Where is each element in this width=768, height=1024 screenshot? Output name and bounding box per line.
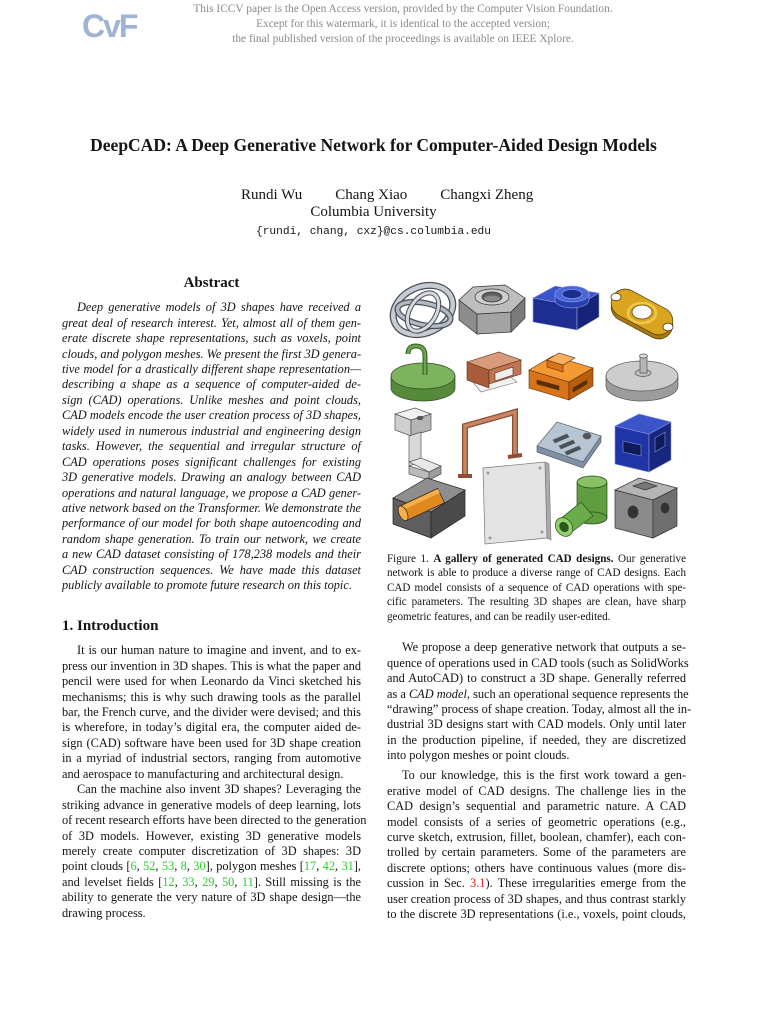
section-heading-introduction: 1. Introduction xyxy=(62,618,159,634)
text-line: mechanisms; this is why such drawing tools as the parallel xyxy=(62,689,361,704)
text-line: and aerospace to manufacturing and architectural design. xyxy=(62,766,344,781)
green-cylinder-with-pipe-model-part xyxy=(577,476,607,488)
blue-block-with-boss-model xyxy=(533,286,599,330)
gray-block-with-orange-cylinder-model xyxy=(393,478,465,538)
text-line: network is able to produce a diverse range of CAD designs. Each xyxy=(387,567,686,580)
text-line: We propose a deep generative network that outputs a se- xyxy=(402,640,686,655)
blue-block-with-boss-model-part xyxy=(562,290,582,299)
text-line: CAD models encode the user creation process of 3D shapes, xyxy=(62,408,361,423)
citation-link[interactable]: 42 xyxy=(322,859,335,874)
orange-machined-part-model xyxy=(529,353,593,400)
text-line: CAD operations poses significant challenges for existing xyxy=(62,454,361,469)
text-line: 3D generative models. Drawing an analogy between CAD xyxy=(62,470,361,485)
text-line xyxy=(387,876,686,891)
gyroscope-rings-model-part xyxy=(395,298,452,331)
text-line: describing a shape as a sequence of computer-aided de- xyxy=(62,377,361,392)
text-run: ). These irregularities emerge from the xyxy=(485,876,686,891)
gold-flange-model-part xyxy=(632,305,652,319)
text-line: in a myriad of industrial sectors, ranging from automotive xyxy=(62,751,361,766)
gyroscope-rings-model xyxy=(387,276,461,344)
text-line: “drawing” process of shape creation. Today, almost all the in- xyxy=(387,702,692,717)
bold-text: A gallery of generated CAD designs. xyxy=(433,552,614,565)
square-plate-model xyxy=(483,462,551,544)
intro-paragraph-1 xyxy=(62,643,361,782)
text-run: Our generative xyxy=(613,552,686,565)
text-run: , xyxy=(174,859,181,874)
copper-u-bar-model-part xyxy=(508,455,522,457)
text-line: ative network based on the Transformer. We demonstrate the xyxy=(62,500,361,515)
text-line: cific parameters. The resulting 3D shapes are clean, have sharp xyxy=(387,596,686,609)
text-line: of recent research efforts have been directed to the generation xyxy=(62,813,367,828)
text-line xyxy=(387,686,689,702)
author-affiliation: Columbia University xyxy=(310,204,437,220)
text-line: striking advance in generative models of deep learning, lots xyxy=(62,797,361,812)
gold-flange-model xyxy=(606,284,677,344)
citation-link[interactable]: 50 xyxy=(222,874,235,889)
text-line: press our invention in 3D shapes. This is what the paper and xyxy=(62,658,361,673)
section-ref-link[interactable]: 3.1 xyxy=(470,876,486,891)
gray-disc-with-knob-model xyxy=(606,354,678,401)
text-run: , such an operational sequence represents the xyxy=(466,686,689,701)
hex-nut-model-part xyxy=(484,296,500,302)
text-line: widely used in numerous industrial and engineering design xyxy=(62,423,361,438)
text-line: erative model of CAD designs. The challenge lies in the xyxy=(387,783,686,798)
green-cylinder-with-pipe-model xyxy=(552,476,607,540)
text-line: geometric features, and can be readily user-edited. xyxy=(387,610,611,623)
gray-disc-with-knob-model-part xyxy=(640,356,647,373)
gray-block-with-holes-model-part xyxy=(661,503,669,513)
text-run: and levelset fields [ xyxy=(62,874,163,889)
square-plate-model-part xyxy=(489,537,492,540)
square-plate-model-part xyxy=(487,472,490,475)
text-line: and AutoCAD) to construct a 3D shape. Generally referred xyxy=(387,671,686,686)
text-run: , xyxy=(186,859,194,874)
gray-block-with-holes-model-part xyxy=(628,506,638,518)
gold-flange-model-part xyxy=(611,293,621,301)
emphasis-text: CAD model xyxy=(408,686,467,701)
intro-paragraph-2 xyxy=(62,782,367,921)
text-line: sign (CAD) operations. Unlike meshes and point clouds, xyxy=(62,392,361,407)
text-line: dustrial 3D designs start with CAD models. Only until later xyxy=(387,717,686,732)
white-bracket-model xyxy=(395,408,441,480)
text-line: model consists of a series of geometric operations (e.g., xyxy=(387,814,686,829)
text-line: Deep generative models of 3D shapes have received a xyxy=(77,300,361,315)
text-run: , xyxy=(335,859,342,874)
text-line: of 3D models. However, existing 3D generative models xyxy=(62,828,361,843)
cad-gallery-figure xyxy=(387,276,687,548)
text-line: tasks. However, the sequential and irregular structure of xyxy=(62,439,361,454)
citation-link[interactable]: 6 xyxy=(130,859,137,874)
text-line: Can the machine also invent 3D shapes? Leveraging the xyxy=(77,782,361,797)
citation-link[interactable]: 12 xyxy=(162,874,175,889)
text-line: quence of operations used in CAD tools (such as SolidWorks xyxy=(387,655,689,670)
text-line xyxy=(62,859,361,874)
citation-link[interactable]: 53 xyxy=(161,859,175,874)
author-email: {rundi, chang, cxz}@cs.columbia.edu xyxy=(256,226,491,238)
text-line: To our knowledge, this is the first work toward a gen- xyxy=(402,768,686,783)
text-line: operations and natural language, we propose a CAD gener- xyxy=(62,485,361,500)
citation-link[interactable]: 31 xyxy=(341,859,354,874)
text-line: a new CAD dataset consisting of 178,238 models and their xyxy=(62,547,361,562)
text-line xyxy=(62,875,361,890)
citation-link[interactable]: 52 xyxy=(143,859,156,874)
watermark-line: Except for this watermark, it is identical to the accepted version; xyxy=(256,18,550,30)
cvf-logo-text: CvF xyxy=(82,8,137,44)
text-run: , xyxy=(234,874,242,889)
text-line: performance of our model for both shape autoencoding and xyxy=(62,516,361,531)
green-disc-with-hook-model xyxy=(391,346,455,401)
text-line: trolled by certain parameters. Some of the parameters are xyxy=(387,845,686,860)
square-plate-model-part xyxy=(483,462,547,544)
abstract-heading: Abstract xyxy=(183,275,240,291)
figure-caption xyxy=(387,552,686,625)
square-plate-model-part xyxy=(539,467,542,470)
text-run: ], polygon meshes [ xyxy=(205,859,304,874)
text-line: ability to generate the very nature of 3D shape design—the xyxy=(62,890,361,905)
text-run: , xyxy=(155,859,162,874)
text-line: to the discrete 3D representations (i.e., voxels, point clouds, xyxy=(387,907,686,922)
text-line: drawing process. xyxy=(62,905,146,920)
watermark-line: the final published version of the proceedings is available on IEEE Xplore. xyxy=(232,33,574,45)
text-run: , xyxy=(214,874,222,889)
blue-housing-model xyxy=(615,414,671,472)
text-run: cussion in Sec. xyxy=(387,876,471,891)
citation-link[interactable]: 8 xyxy=(180,859,187,874)
abstract-body xyxy=(62,300,361,593)
citation-link[interactable]: 11 xyxy=(241,874,254,889)
open-access-watermark xyxy=(103,2,703,47)
text-run: as a xyxy=(387,686,409,701)
text-line xyxy=(387,552,686,567)
hex-nut-model xyxy=(459,285,525,334)
text-line: clouds, and polygon meshes. We present the first 3D genera- xyxy=(62,346,362,361)
text-line: merely create computer discretization of 3D shapes: 3D xyxy=(62,844,361,859)
text-run: Figure 1. xyxy=(387,552,434,565)
text-line: curve sketch, extrusion, fillet, boolean, chamfer), each con- xyxy=(387,830,686,845)
intro-paragraph-4 xyxy=(387,768,686,922)
text-line: CAD construction sequences. We have made this dataset xyxy=(62,562,361,577)
citation-link[interactable]: 33 xyxy=(182,874,195,889)
text-line: into polygon meshes or point clouds. xyxy=(387,748,570,763)
text-line: publicly available to promote future research on this topic. xyxy=(62,578,352,593)
citation-link[interactable]: 17 xyxy=(303,859,317,874)
hex-nut-model-part xyxy=(477,312,511,334)
slotted-plate-model-part xyxy=(583,433,591,439)
author-name: Rundi Wu xyxy=(241,187,303,203)
text-run: , xyxy=(174,874,183,889)
text-line: discrete options; others have continuous values (more dis- xyxy=(387,860,686,875)
text-line: sign (CAD) software have been used for 3D shape creation xyxy=(62,735,361,750)
gray-block-with-holes-model xyxy=(615,478,677,538)
intro-paragraph-3 xyxy=(387,640,692,764)
gray-disc-with-knob-model-part xyxy=(640,354,648,358)
text-run: ], xyxy=(353,859,361,874)
author-list xyxy=(241,186,533,204)
text-line: user creation process of 3D shapes, and thus contrast starkly xyxy=(387,891,686,906)
text-line: is wherefore, in today’s digital era, the computer aided de- xyxy=(62,720,361,735)
text-run: , xyxy=(136,859,144,874)
text-line: great deal of research interest. Yet, almost all of them gen- xyxy=(62,315,361,330)
citation-link[interactable]: 30 xyxy=(193,859,206,874)
square-plate-model-part xyxy=(541,531,544,534)
copper-bent-bracket-model xyxy=(467,352,521,392)
text-line: erate discrete shape representations, such as voxels, point xyxy=(62,331,361,346)
white-bracket-model-part xyxy=(417,416,423,420)
text-run: , xyxy=(194,874,203,889)
author-name: Chang Xiao xyxy=(335,187,408,203)
text-run: ]. Still missing is the xyxy=(253,874,362,889)
text-line: in the production pipeline, if needed, they are discretized xyxy=(387,732,686,747)
text-line: CAD model consists of a sequence of CAD operations with spe- xyxy=(387,581,686,594)
text-line: tive model for a drastically different shape representation— xyxy=(62,362,361,377)
text-line: pencil were used for when Leonardo da Vinci sketched his xyxy=(62,674,361,689)
watermark-line: This ICCV paper is the Open Access version, provided by the Computer Vision Foundation. xyxy=(193,3,613,15)
slotted-plate-model xyxy=(537,422,601,468)
text-run: , xyxy=(316,859,323,874)
author-name: Changxi Zheng xyxy=(440,187,534,203)
text-line: bar, the French curve, and the divider were devised; and this xyxy=(62,705,361,720)
text-line: It is our human nature to imagine and invent, and to ex- xyxy=(77,643,361,658)
text-line: random shape generation. To train our network, we create xyxy=(62,531,361,546)
text-run: point clouds [ xyxy=(62,859,131,874)
gold-flange-model-part xyxy=(663,323,673,331)
text-line: CAD design’s sequential and parametric nature. A CAD xyxy=(387,799,686,814)
paper-title: DeepCAD: A Deep Generative Network for Computer-Aided Design Models xyxy=(90,135,657,155)
citation-link[interactable]: 29 xyxy=(202,874,215,889)
